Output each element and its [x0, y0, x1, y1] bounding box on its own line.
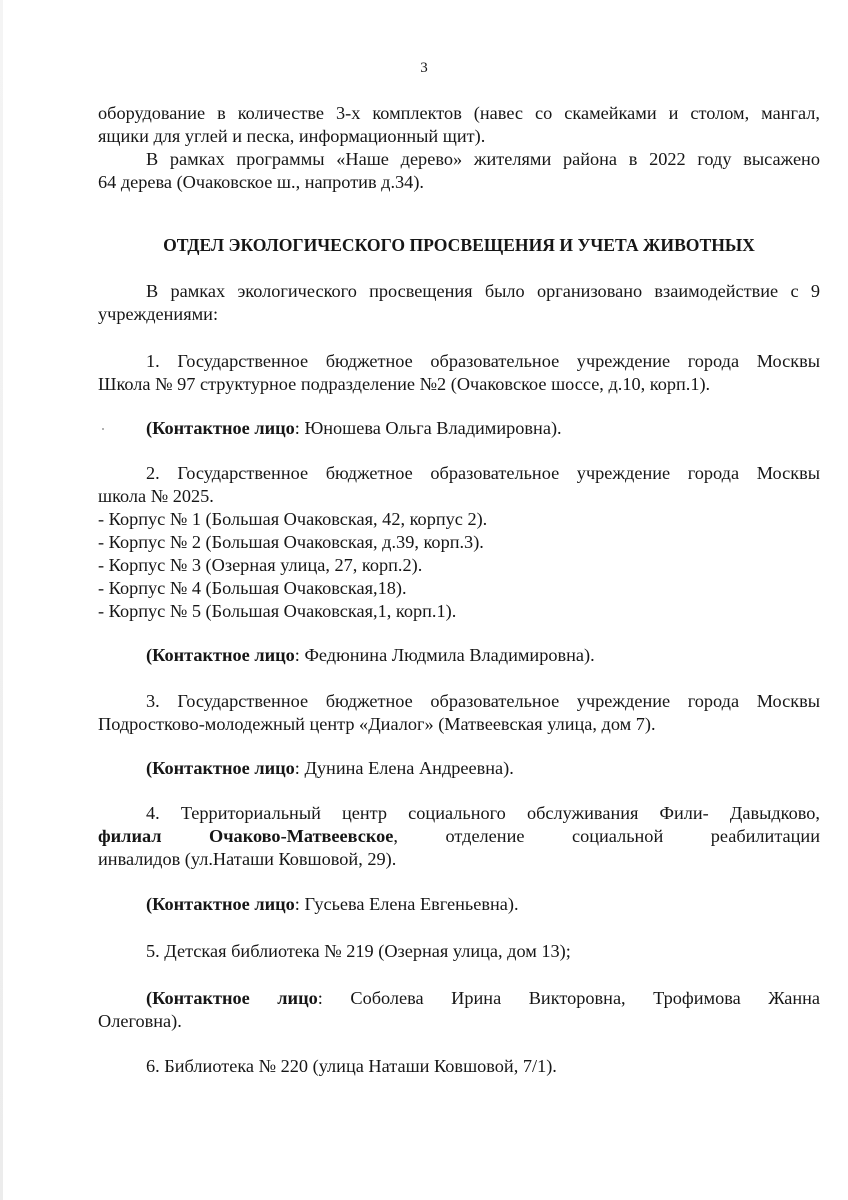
item1-contact	[98, 417, 820, 439]
p2-line2: 64 дерева (Очаковское ш., напротив д.34).	[98, 172, 424, 192]
item4-line2	[98, 825, 820, 847]
item2-sub3: - Корпус № 3 (Озерная улица, 27, корп.2).	[98, 555, 423, 575]
item3-line2: Подростково-молодежный центр «Диалог» (Матвеевская улица, дом 7).	[98, 714, 656, 734]
contact-name: : Гусьева Елена Евгеньевна).	[294, 894, 519, 914]
intro-line1: В рамках экологического просвещения было организовано взаимодействие с 9	[146, 281, 820, 301]
contact-name: : Федюнина Людмила Владимировна).	[294, 645, 595, 665]
contact-label: Контактное лицо	[152, 758, 295, 778]
contact-open: (	[146, 418, 153, 438]
item5-line1: 5. Детская библиотека № 219 (Озерная улица, дом 13);	[146, 941, 571, 961]
contact-open: (	[146, 988, 153, 1008]
intro-line2: учреждениями:	[98, 304, 219, 324]
scan-edge	[0, 0, 3, 1200]
item2-sub5: - Корпус № 5 (Большая Очаковская,1, корп.1).	[98, 601, 457, 621]
item5-contact-line1	[98, 987, 820, 1009]
contact-label: Контактное лицо	[152, 988, 318, 1008]
item2-sub1: - Корпус № 1 (Большая Очаковская, 42, корпус 2).	[98, 509, 488, 529]
item5-contact-line2: Олеговна).	[98, 1011, 182, 1031]
item2-sub4: - Корпус № 4 (Большая Очаковская,18).	[98, 578, 407, 598]
item2-line1: 2. Государственное бюджетное образовательное учреждение города Москвы	[146, 463, 820, 483]
branch-detail: , отделение социальной реабилитации	[393, 826, 820, 846]
item2-line2: школа № 2025.	[98, 486, 214, 506]
item4-contact	[98, 893, 820, 915]
branch-name: филиал Очаково-Матвеевское	[98, 826, 394, 846]
item3-contact	[98, 757, 820, 779]
p2-line1: В рамках программы «Наше дерево» жителями района в 2022 году высажено	[146, 149, 820, 169]
item2-contact	[98, 644, 820, 666]
item1-line2: Школа № 97 структурное подразделение №2 (Очаковское шоссе, д.10, корп.1).	[98, 374, 711, 394]
p1-line1: оборудование в количестве 3-х комплектов (навес со скамейками и столом, мангал,	[98, 103, 820, 123]
contact-name: : Соболева Ирина Викторовна, Трофимова Жанна	[317, 988, 821, 1008]
contact-label: Контактное лицо	[152, 418, 295, 438]
contact-label: Контактное лицо	[152, 645, 295, 665]
section-heading: ОТДЕЛ ЭКОЛОГИЧЕСКОГО ПРОСВЕЩЕНИЯ И УЧЕТА ЖИВОТНЫХ	[163, 235, 755, 255]
contact-name: : Юношева Ольга Владимировна).	[294, 418, 562, 438]
item2-sub2: - Корпус № 2 (Большая Очаковская, д.39, корп.3).	[98, 532, 484, 552]
contact-label: Контактное лицо	[152, 894, 295, 914]
item3-line1: 3. Государственное бюджетное образовательное учреждение города Москвы	[146, 691, 820, 711]
item4-line1: 4. Территориальный центр социального обслуживания Фили- Давыдково,	[146, 803, 820, 823]
page-number: 3	[420, 60, 428, 76]
contact-name: : Дунина Елена Андреевна).	[294, 758, 514, 778]
item6-line1: 6. Библиотека № 220 (улица Наташи Ковшовой, 7/1).	[146, 1056, 557, 1076]
p1-line2: ящики для углей и песка, информационный щит).	[98, 126, 486, 146]
item1-line1: 1. Государственное бюджетное образовательное учреждение города Москвы	[146, 351, 820, 371]
contact-open: (	[146, 758, 153, 778]
contact-open: (	[146, 894, 153, 914]
item4-line3: инвалидов (ул.Наташи Ковшовой, 29).	[98, 849, 397, 869]
contact-open: (	[146, 645, 153, 665]
